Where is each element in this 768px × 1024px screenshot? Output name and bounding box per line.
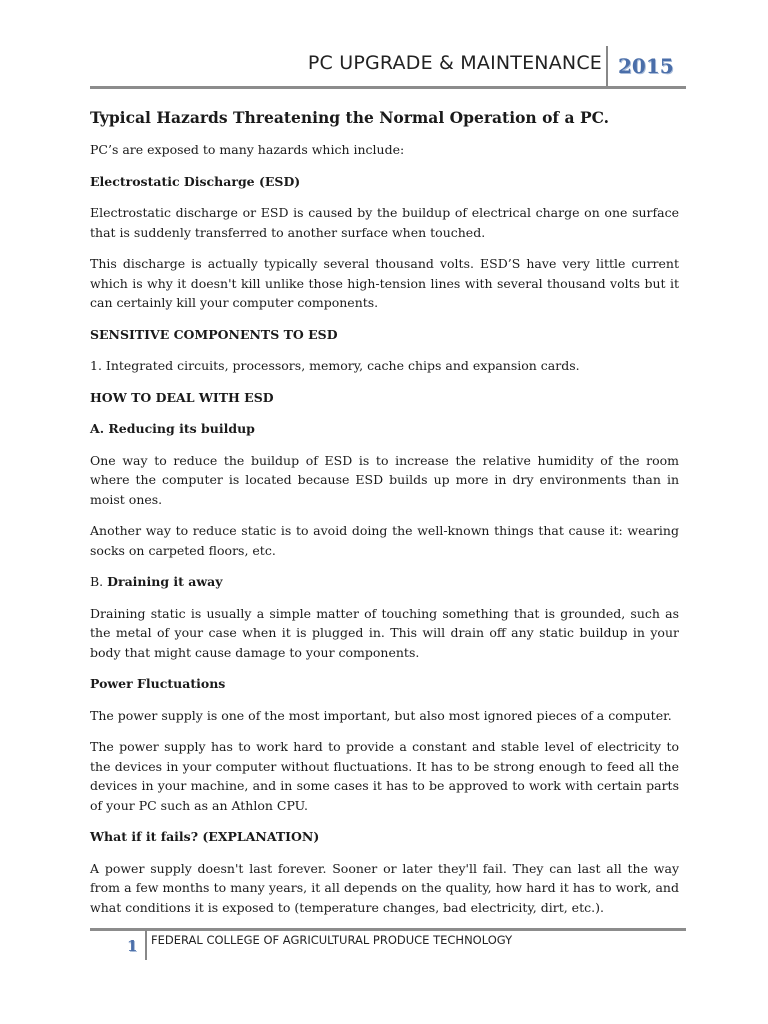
esd-heading: Electrostatic Discharge (ESD): [90, 173, 301, 189]
header-year: 2015: [618, 54, 674, 78]
draining-heading-line: [90, 572, 679, 592]
footer-separator: [145, 930, 147, 960]
footer-rule: [90, 928, 686, 931]
header-title: PC UPGRADE & MAINTENANCE: [307, 52, 602, 74]
footer-text: FEDERAL COLLEGE OF AGRICULTURAL PRODUCE TECHNOLOGY: [151, 933, 513, 947]
reducing-buildup-paragraph-2: Another way to reduce static is to avoid doing the well-known things that cause it: wearing socks on carpeted floors, etc.: [90, 523, 679, 558]
draining-prefix: B.: [90, 574, 108, 589]
page-footer: [90, 928, 686, 964]
deal-with-esd-heading: HOW TO DEAL WITH ESD: [90, 389, 274, 405]
reducing-buildup-heading: A. Reducing its buildup: [90, 421, 255, 436]
intro-paragraph: PC’s are exposed to many hazards which include:: [90, 142, 405, 157]
what-if-fails-paragraph: A power supply doesn't last forever. Sooner or later they'll fail. They can last all the way from a few months to many years, it all depends on the quality, how hard it has to work, and what conditions it is exposed to (temperature changes, bad electricity, dirt, etc.).: [90, 860, 679, 915]
page-number: 1: [127, 937, 138, 955]
header-separator: [606, 46, 608, 88]
document-title: Typical Hazards Threatening the Normal Operation of a PC.: [90, 108, 610, 127]
power-paragraph-1: The power supply is one of the most important, but also most ignored pieces of a computer.: [90, 707, 672, 723]
esd-paragraph-1: Electrostatic discharge or ESD is caused by the buildup of electrical charge on one surface that is suddenly transferred to another surface when touched.: [90, 205, 679, 240]
power-fluctuations-heading: Power Fluctuations: [90, 676, 226, 691]
draining-heading: Draining it away: [107, 574, 223, 589]
reducing-buildup-paragraph-1: One way to reduce the buildup of ESD is to increase the relative humidity of the room where the computer is located because ESD builds up more in dry environments than in moist ones.: [90, 452, 679, 507]
what-if-fails-heading: What if it fails? (EXPLANATION): [90, 829, 320, 844]
sensitive-components-heading: SENSITIVE COMPONENTS TO ESD: [90, 326, 338, 342]
sensitive-components-item: 1. Integrated circuits, processors, memory, cache chips and expansion cards.: [90, 358, 580, 373]
power-paragraph-2: The power supply has to work hard to provide a constant and stable level of electricity to the devices in your computer without fluctuations. It has to be strong enough to feed all the devices in your machine, and in some cases it has to be approved to work with certain parts of your PC such as an Athlon CPU.: [90, 739, 679, 813]
esd-paragraph-2: This discharge is actually typically several thousand volts. ESD’S have very little current which is why it doesn't kill unlike those high-tension lines with several thousand volts but it can certainly kill your computer components.: [90, 256, 679, 310]
draining-paragraph: Draining static is usually a simple matter of touching something that is grounded, such as the metal of your case when it is plugged in. This will drain off any static buildup in your body that might cause damage to your components.: [90, 605, 679, 660]
page-header: [90, 44, 686, 88]
document-body: [90, 106, 679, 929]
header-rule: [90, 86, 686, 89]
